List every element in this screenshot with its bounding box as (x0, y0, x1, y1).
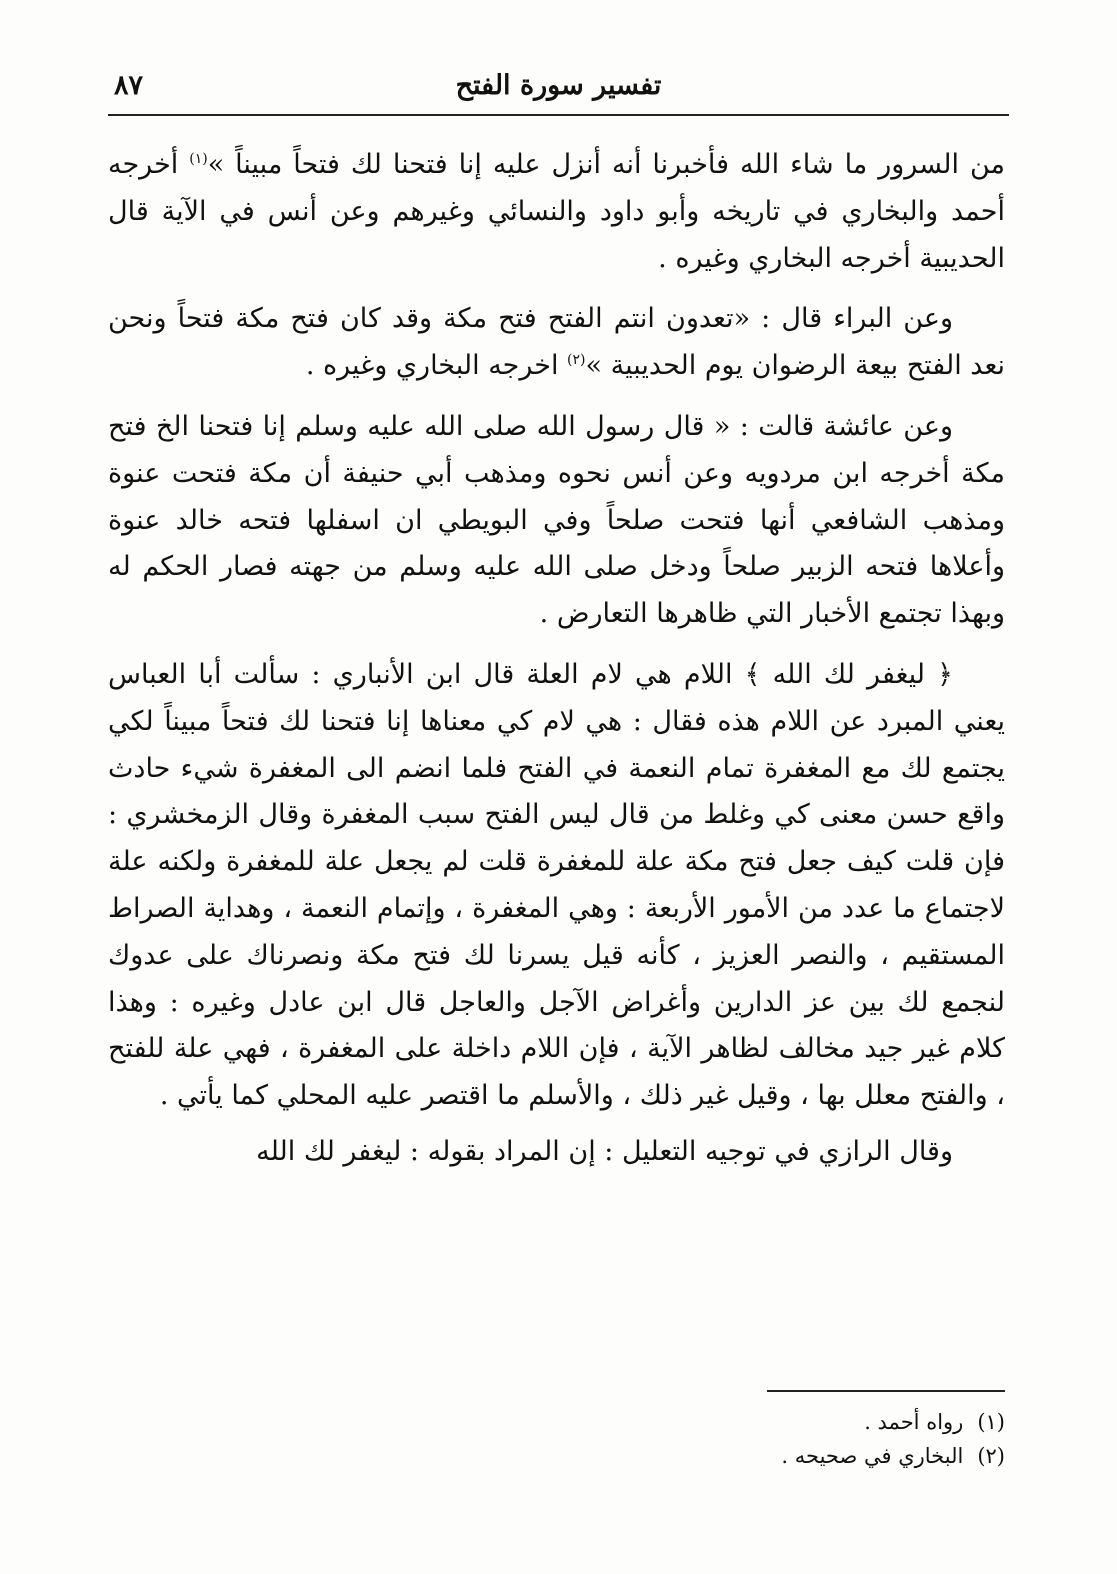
footnote-rule (767, 1390, 1005, 1392)
paragraph-1-text: من السرور ما شاء الله فأخبرنا أنه أنزل عليه إنا فتحنا لك فتحاً مبيناً » (207, 149, 1005, 180)
footnotes (405, 1405, 1005, 1473)
footnote-2 (405, 1439, 1005, 1473)
footnote-ref-1: (١) (189, 151, 208, 167)
paragraph-4-text: ﴿ ليغفر لك الله ﴾ اللام هي لام العلة قال ابن الأنباري : سألت أبا العباس يعني المبرد عن اللام هذه فقال : هي لام كي معناها إنا فتحنا لك فتحاً مبيناً لكي يجتمع لك مع المغفرة تمام النعمة في الفتح فلما انضم الى المغفرة شيء حادث واقع حسن معنى كي وغلط من قال ليس الفتح سبب المغفرة وقال الزمخشري : فإن قلت كيف جعل فتح مكة علة للمغفرة قلت لم يجعل علة للمغفرة ولكنه علة لاجتماع ما عدد من الأمور الأربعة : وهي المغفرة ، وإتمام النعمة ، وهداية الصراط المستقيم ، والنصر العزيز ، كأنه قيل يسرنا لك فتح مكة ونصرناك على عدوك لنجمع لك بين عز الدارين وأغراض الآجل والعاجل قال ابن عادل وغيره : وهذا كلام غير جيد مخالف لظاهر الآية ، فإن اللام داخلة على المغفرة ، فهي علة للفتح ، والفتح معلل بها ، وقيل غير ذلك ، والأسلم ما اقتصر عليه المحلي كما يأتي . (108, 658, 1005, 1112)
running-title: تفسير سورة الفتح (455, 70, 662, 101)
footnote-2-number: (٢) (977, 1444, 1005, 1468)
footnote-ref-2: (٢) (567, 352, 586, 369)
paragraph-5-text: وقال الرازي في توجيه التعليل : إن المراد بقوله : ليغفر لك الله (256, 1135, 953, 1167)
paragraph-2-tail: اخرجه البخاري وغيره . (305, 350, 568, 382)
paragraph-1-tail: أخرجه أحمد والبخاري في تاريخه وأبو داود والنسائي وغيرهم وعن أنس في الآية قال الحديبية أخرجه البخاري وغيره . (108, 149, 1005, 274)
paragraph-2 (108, 296, 1005, 390)
paragraph-5 (108, 1129, 1005, 1176)
body-text (108, 142, 1005, 1185)
paragraph-2-text: وعن البراء قال : «تعدون انتم الفتح فتح مكة وقد كان فتح مكة فتحاً ونحن نعد الفتح بيعة الرضوان يوم الحديبية » (108, 303, 1005, 382)
page-number: ٨٧ (114, 70, 144, 101)
paragraph-3-text: وعن عائشة قالت : « قال رسول الله صلى الله عليه وسلم إنا فتحنا الخ فتح مكة أخرجه ابن مردويه وعن أنس نحوه ومذهب أبي حنيفة أن مكة فتحت عنوة ومذهب الشافعي أنها فتحت صلحاً وفي البويطي ان اسفلها فتحه خالد عنوة وأعلاها فتحه الزبير صلحاً ودخل صلى الله عليه وسلم من جهته فصار الحكم له وبهذا تجتمع الأخبار التي ظاهرها التعارض . (108, 410, 1005, 630)
paragraph-1 (108, 142, 1005, 282)
page-header (108, 66, 1009, 112)
footnote-2-text: البخاري في صحيحه . (781, 1444, 964, 1468)
footnote-1-number: (١) (977, 1410, 1005, 1434)
footnote-1-text: رواه أحمد . (864, 1410, 964, 1434)
paragraph-4 (108, 652, 1005, 1120)
footnote-1 (405, 1405, 1005, 1439)
paragraph-3 (108, 404, 1005, 638)
header-rule (108, 114, 1009, 116)
